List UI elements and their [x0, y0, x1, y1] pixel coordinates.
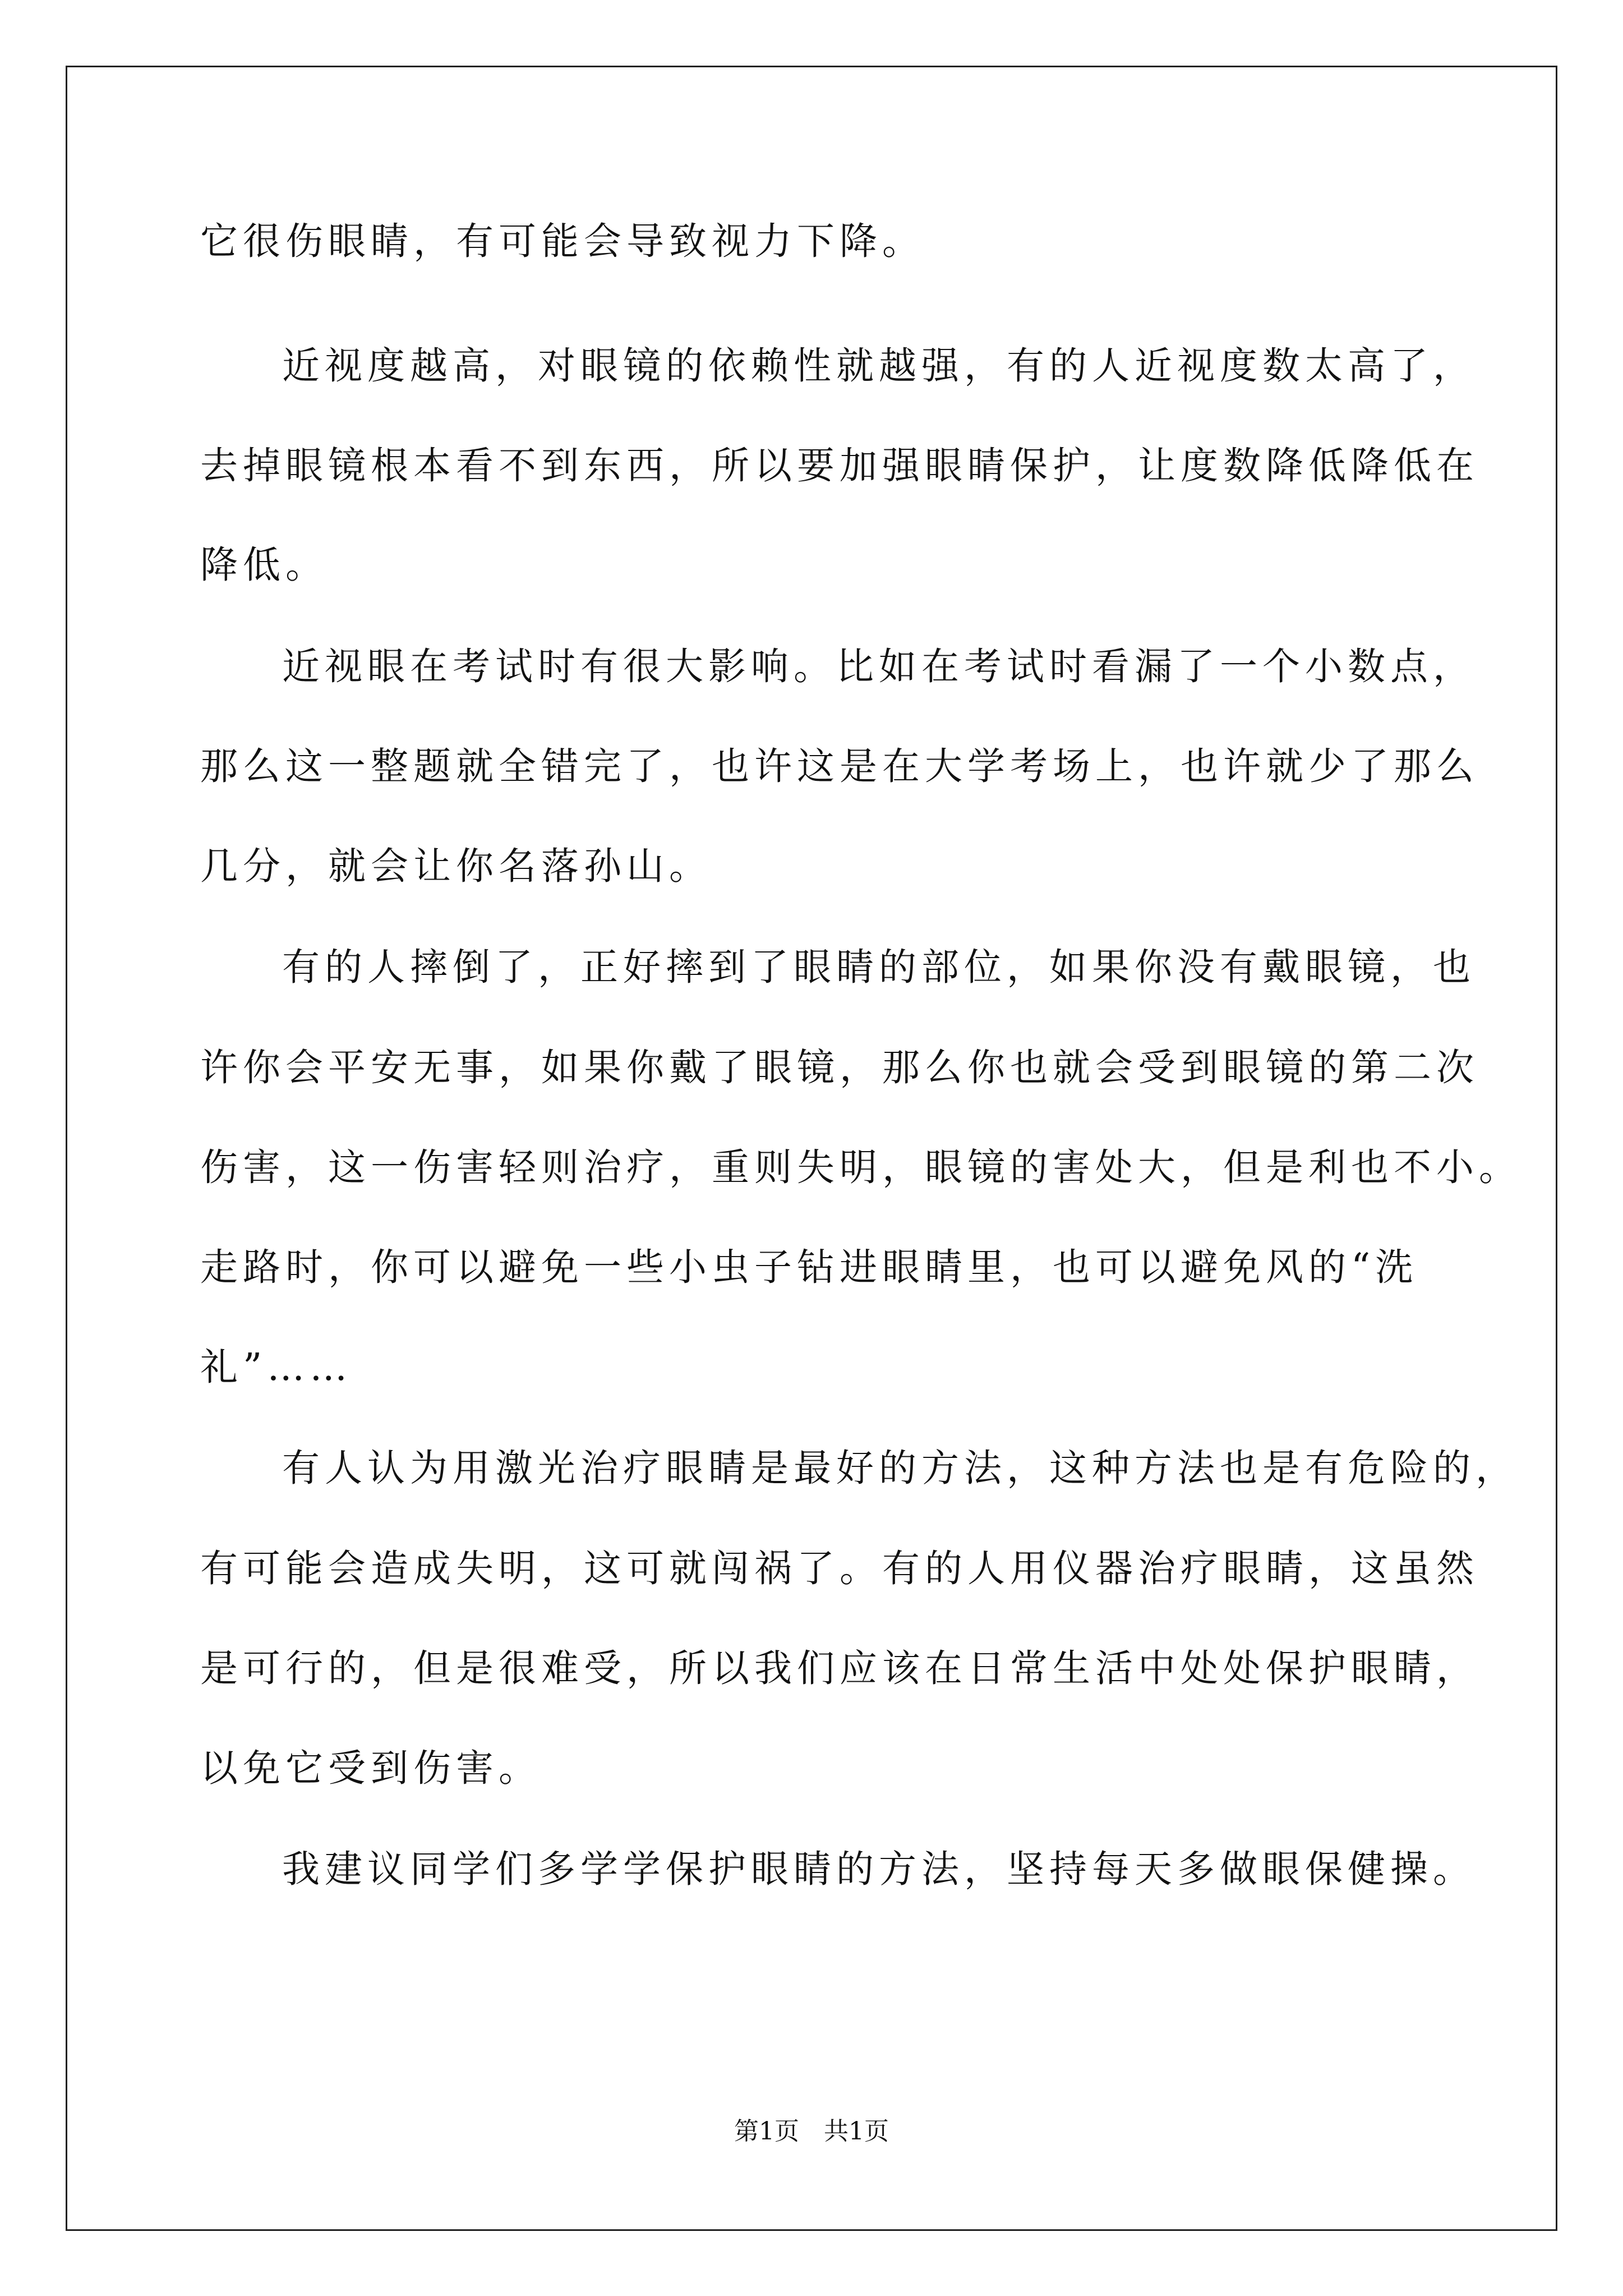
body-line: 许你会平安无事，如果你戴了眼镜，那么你也就会受到眼镜的第二次 — [200, 1046, 1479, 1089]
paragraph-first-line: 近视眼在考试时有很大影响。比如在考试时看漏了一个小数点， — [282, 645, 1476, 688]
page-number-total: 共1页 — [824, 2117, 889, 2146]
body-line: 降低。 — [200, 543, 328, 587]
page-footer — [0, 2115, 1623, 2148]
body-line: 是可行的，但是很难受，所以我们应该在日常生活中处处保护眼睛， — [200, 1646, 1479, 1690]
body-line: 以免它受到伤害。 — [200, 1746, 541, 1790]
page-number-current: 第1页 — [734, 2117, 799, 2146]
body-line: 礼”…… — [200, 1345, 353, 1389]
body-line: 它很伤眼睛，有可能会导致视力下降。 — [200, 219, 925, 263]
body-line: 去掉眼镜根本看不到东西，所以要加强眼睛保护，让度数降低降低在 — [200, 444, 1479, 487]
paragraph-first-line: 有的人摔倒了，正好摔到了眼睛的部位，如果你没有戴眼镜，也 — [282, 945, 1476, 989]
body-line: 伤害，这一伤害轻则治疗，重则失明，眼镜的害处大，但是利也不小。 — [200, 1145, 1521, 1189]
paragraph-first-line: 我建议同学们多学学保护眼睛的方法，坚持每天多做眼保健操。 — [282, 1847, 1476, 1891]
paragraph-first-line: 有人认为用激光治疗眼睛是最好的方法，这种方法也是有危险的， — [282, 1446, 1518, 1490]
body-line: 那么这一整题就全错完了，也许这是在大学考场上，也许就少了那么 — [200, 744, 1479, 788]
paragraph-first-line: 近视度越高，对眼镜的依赖性就越强，有的人近视度数太高了， — [282, 344, 1476, 388]
body-line: 几分，就会让你名落孙山。 — [200, 844, 712, 888]
body-line: 有可能会造成失明，这可就闯祸了。有的人用仪器治疗眼睛，这虽然 — [200, 1547, 1479, 1590]
body-line: 走路时，你可以避免一些小虫子钻进眼睛里，也可以避免风的“洗 — [200, 1245, 1418, 1289]
